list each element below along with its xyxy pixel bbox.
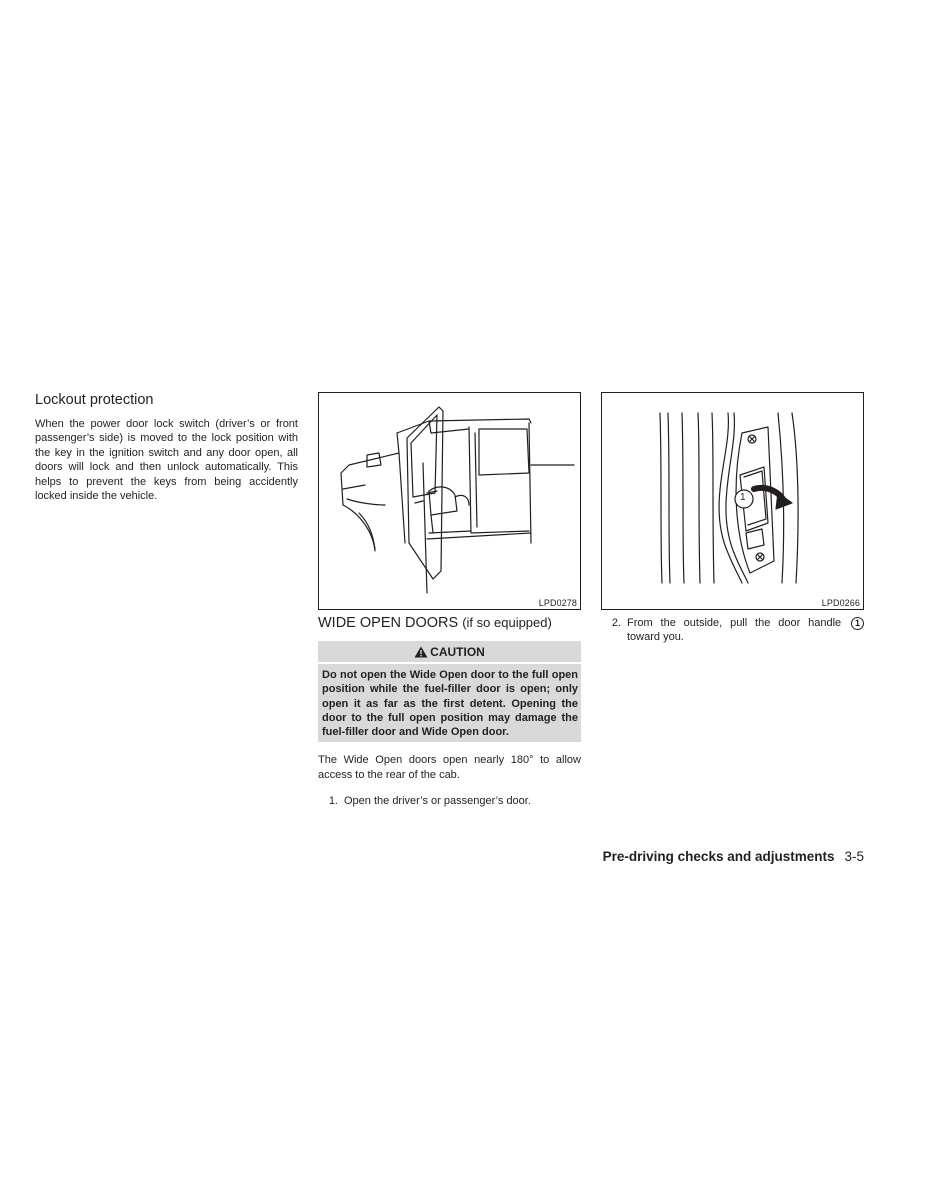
lockout-body: When the power door lock switch (driver’s or front passenger’s side) is moved to the lock position with the key in the ignition switch and any door open, all doors will lock and then unlock automatically. This helps to prevent the keys from being accidently locked inside the vehicle.: [35, 418, 298, 503]
callout-1: 1: [740, 492, 746, 503]
caution-box: [318, 641, 581, 742]
caution-label: CAUTION: [430, 645, 485, 659]
figure-id-lpd0266: LPD0266: [821, 598, 860, 608]
wide-open-heading: [318, 614, 581, 632]
caution-text: Do not open the Wide Open door to the full open position while the fuel-filler door is open; only open it as far as the first detent. Opening the door to the full open position may damage the fuel-filler door and Wide Open door.: [322, 669, 578, 739]
wide-open-body: The Wide Open doors open nearly 180° to allow access to the rear of the cab.: [318, 754, 581, 781]
callout-ref-1: 1: [851, 617, 864, 630]
wide-open-section: [318, 392, 581, 809]
list-item: [318, 794, 581, 808]
truck-wide-open-doors-illustration: [319, 393, 580, 609]
figure-door-handle: [601, 392, 864, 610]
lockout-section: [35, 392, 298, 503]
step-number: 2.: [611, 617, 621, 629]
figure-truck-open-doors: [318, 392, 581, 610]
footer-section-title: Pre-driving checks and adjustments: [602, 849, 835, 864]
lockout-heading: Lockout protection: [35, 392, 154, 408]
step2-text: From the outside, pull the door handle: [627, 617, 842, 629]
step-text: [627, 616, 864, 645]
wide-open-heading-main: WIDE OPEN DOORS: [318, 615, 459, 631]
page-footer: [603, 849, 864, 864]
wide-open-heading-suffix: (if so equipped): [462, 615, 552, 630]
steps-list-1: [318, 794, 581, 808]
caution-header: [318, 641, 581, 664]
step-text: Open the driver’s or passenger’s door.: [344, 795, 531, 808]
steps-list-2: [601, 616, 864, 645]
list-item: [601, 616, 864, 645]
page-number: 3-5: [844, 849, 864, 864]
figure-id-lpd0278: LPD0278: [538, 598, 577, 608]
door-handle-section: [601, 392, 864, 645]
step2-tail: toward you.: [627, 631, 684, 644]
door-handle-illustration: [602, 393, 863, 609]
step-number: 1.: [328, 795, 338, 808]
warning-triangle-icon: [414, 646, 428, 662]
